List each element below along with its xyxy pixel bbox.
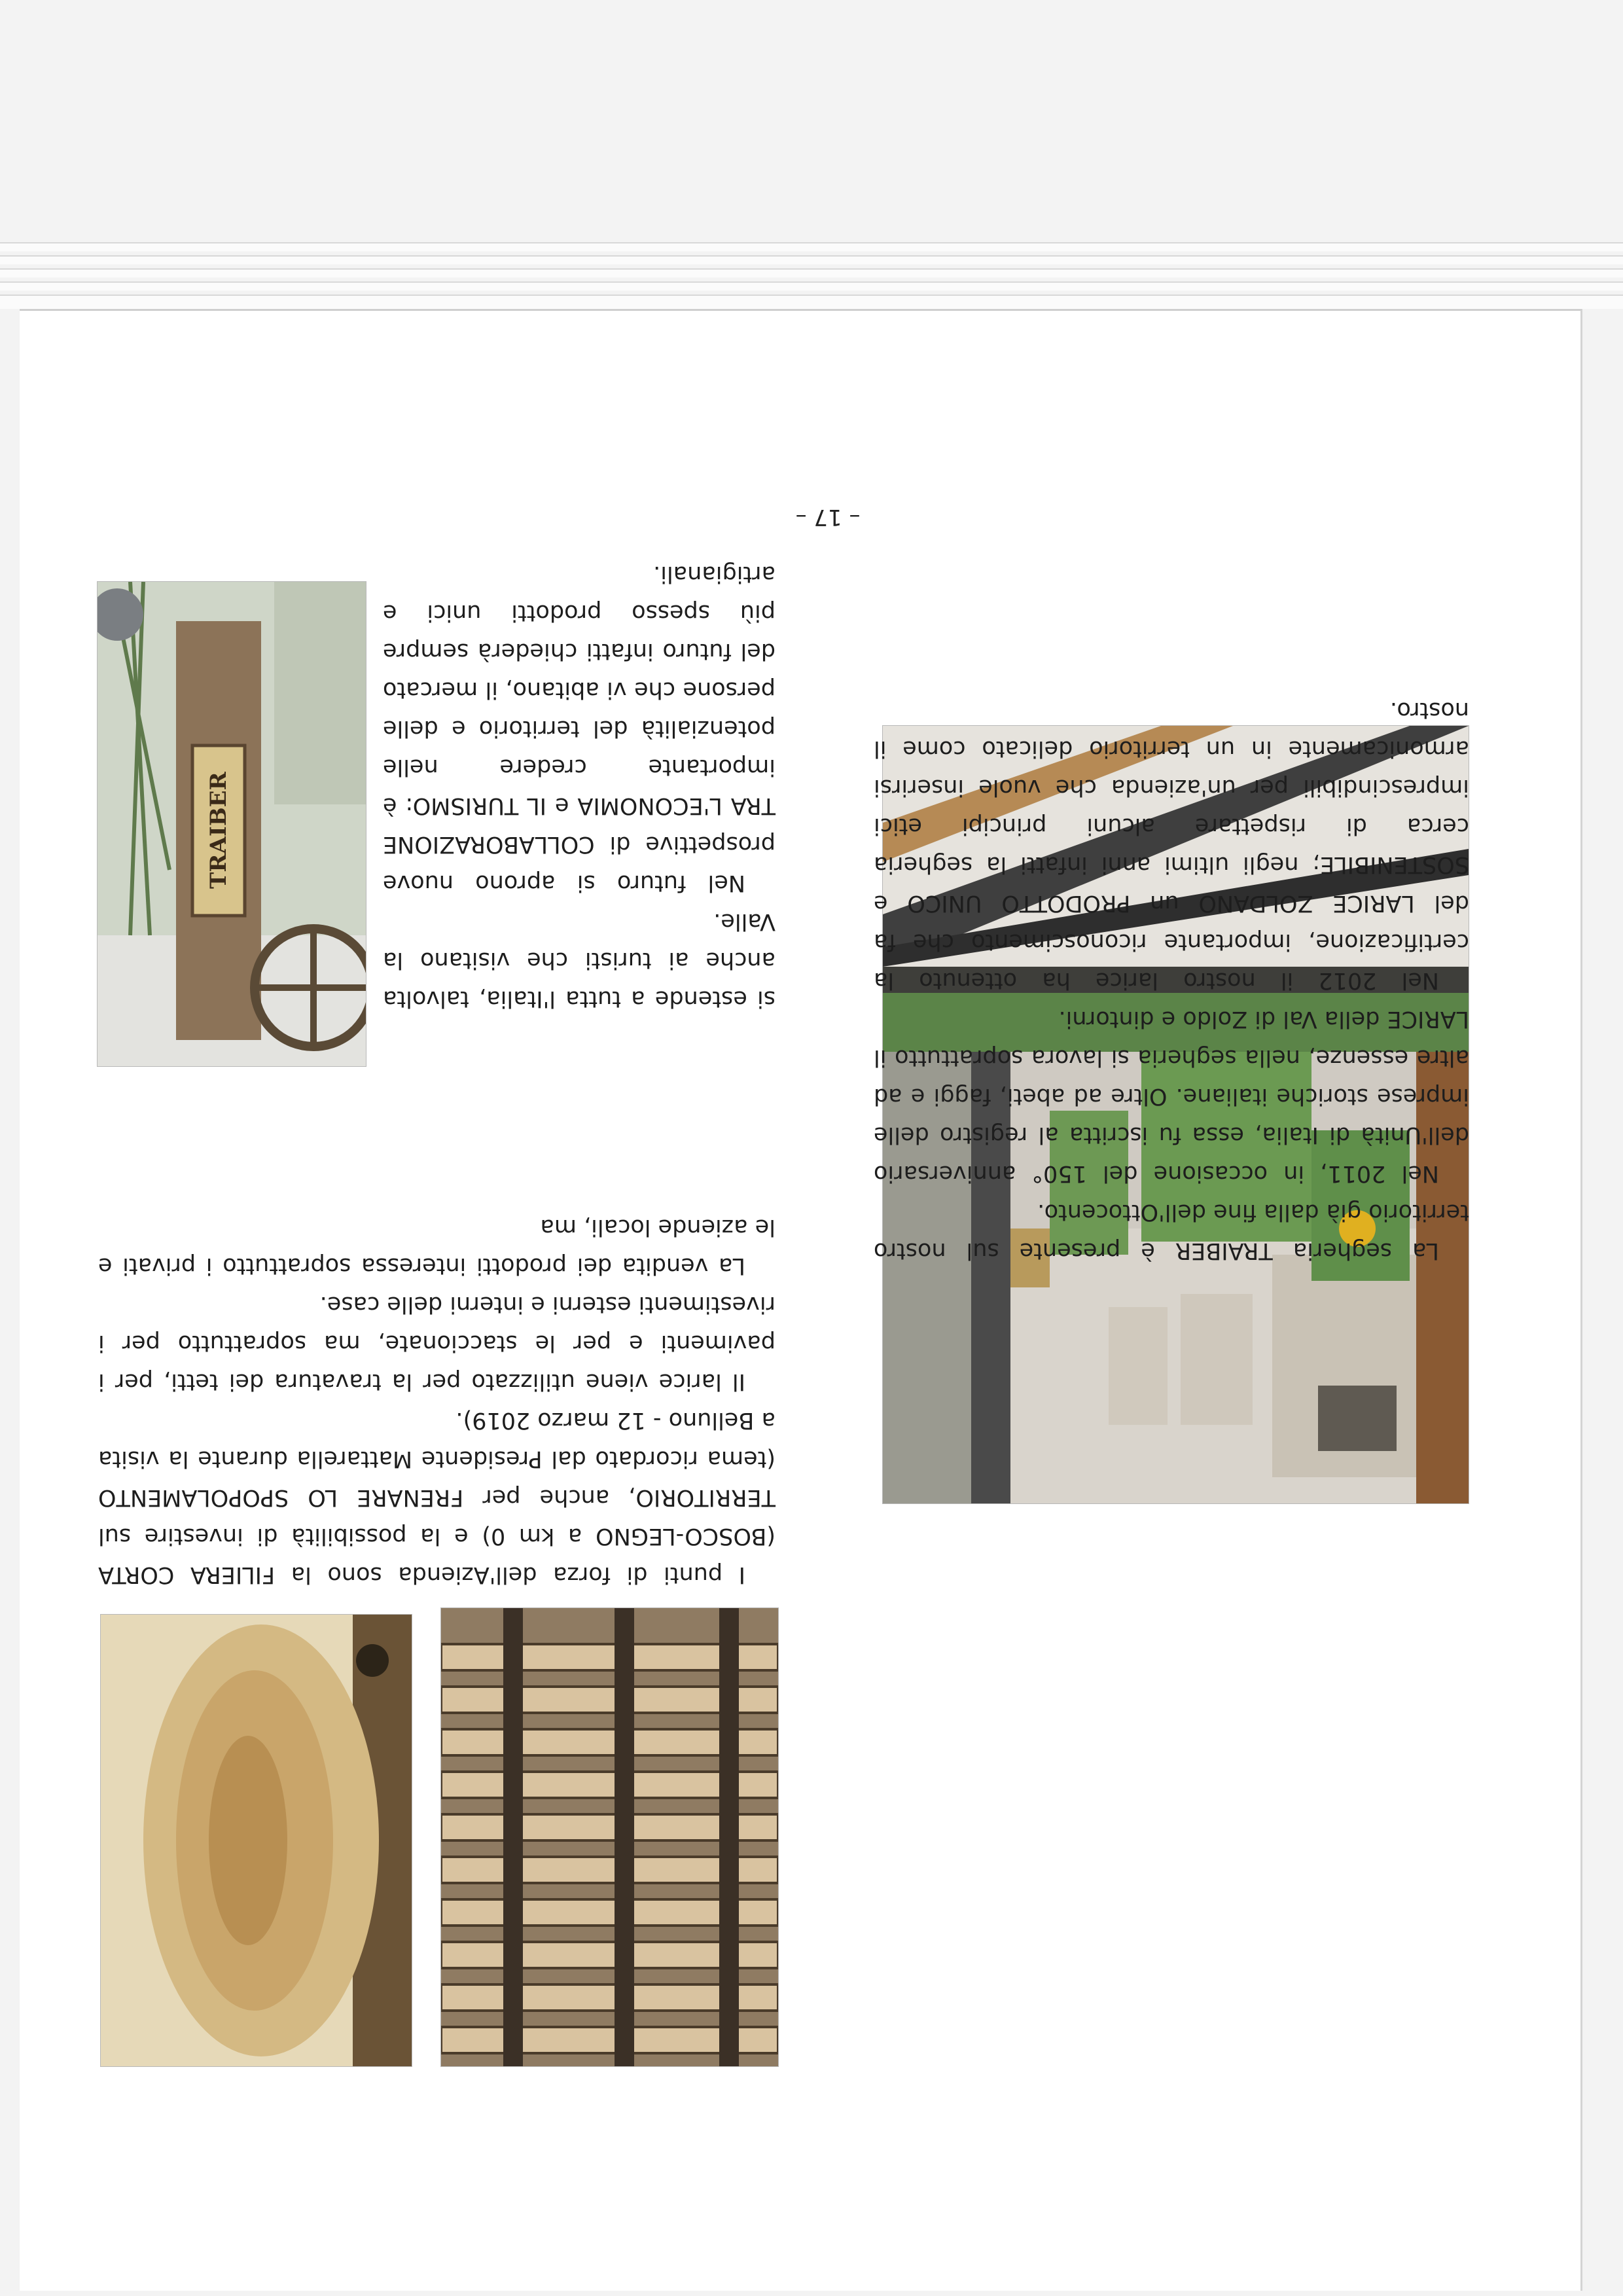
page-content-upside-down [20, 311, 1580, 2291]
sheet-edge [0, 242, 1623, 251]
paragraph-uses: Il larice viene utilizzato per la travatura dei tetti, per i pavimenti e per le staccionate, ma soprattutto per i rivestimenti esterni e interni delle case. [98, 1291, 776, 1395]
paragraph-sales-start: La vendita dei prodotti interessa soprattutto i privati e le aziende locali, ma [98, 1214, 776, 1279]
scanned-page [20, 309, 1582, 2291]
paragraph-sales-cont: si estende a tutta l'Italia, talvolta anche ai turisti che visitano la Valle. [383, 908, 776, 1012]
right-text-column-top [98, 1208, 776, 1594]
paragraph-history: Nel 2011, in occasione del 150° anniversario dell'Unità di Italia, essa fu iscritta al registro delle imprese storiche italiane. Oltre ad abeti, faggi e ad altre essenze, nella segheria si lavora soprattutto il LARICE della Val di Zoldo e dintorni. [874, 1006, 1469, 1187]
traiber-sign-photo [97, 581, 366, 1067]
sheet-edge [0, 268, 1623, 278]
page-number: – 17 – [795, 504, 861, 530]
stacked-lumber-photo [440, 1607, 779, 2067]
sheet-edge [0, 295, 1623, 309]
right-text-column-bottom [383, 554, 776, 1018]
traiber-sign-label: TRAIBER [205, 772, 232, 889]
sheet-edge [0, 281, 1623, 291]
paragraph-certification: Nel 2012 il nostro larice ha ottenuto la certificazione, importante riconoscimento che fa del LARICE ZOLDANO un PRODOTTO UNICO e SOSTENIBILE; negli ultimi anni infatti la segheria cerca di rispettare alcuni principi etici imprescindibili per un'azienda che vuole inserirsi armonicamente in un territorio delicato come il nostro. [874, 697, 1469, 994]
paragraph-strengths: I punti di forza dell'Azienda sono la FILIERA CORTA (BOSCO-LEGNO a km 0) e la possibilità di investire sul TERRITORIO, anche per FRENARE LO SPOPOLAMENTO (tema ricordato dal Presidente Mattarella durante la visita a Belluno - 12 marzo 2019). [98, 1407, 776, 1588]
sheet-edge [0, 255, 1623, 264]
paragraph-intro: La segheria TRAIBER è presente sul nostro territorio già dalla fine dell'Ottocento. [874, 1199, 1469, 1264]
larch-bark-photo [100, 1614, 412, 2067]
paragraph-future: Nel futuro si aprono nuove prospettive di COLLABORAZIONE TRA L'ECONOMIA e IL TURISMO: è importante credere nelle potenzialità del territorio e delle persone che vi abitano, il mercato del futuro infatti chiederà sempre più spesso prodotti unici e artigianali. [383, 561, 776, 896]
